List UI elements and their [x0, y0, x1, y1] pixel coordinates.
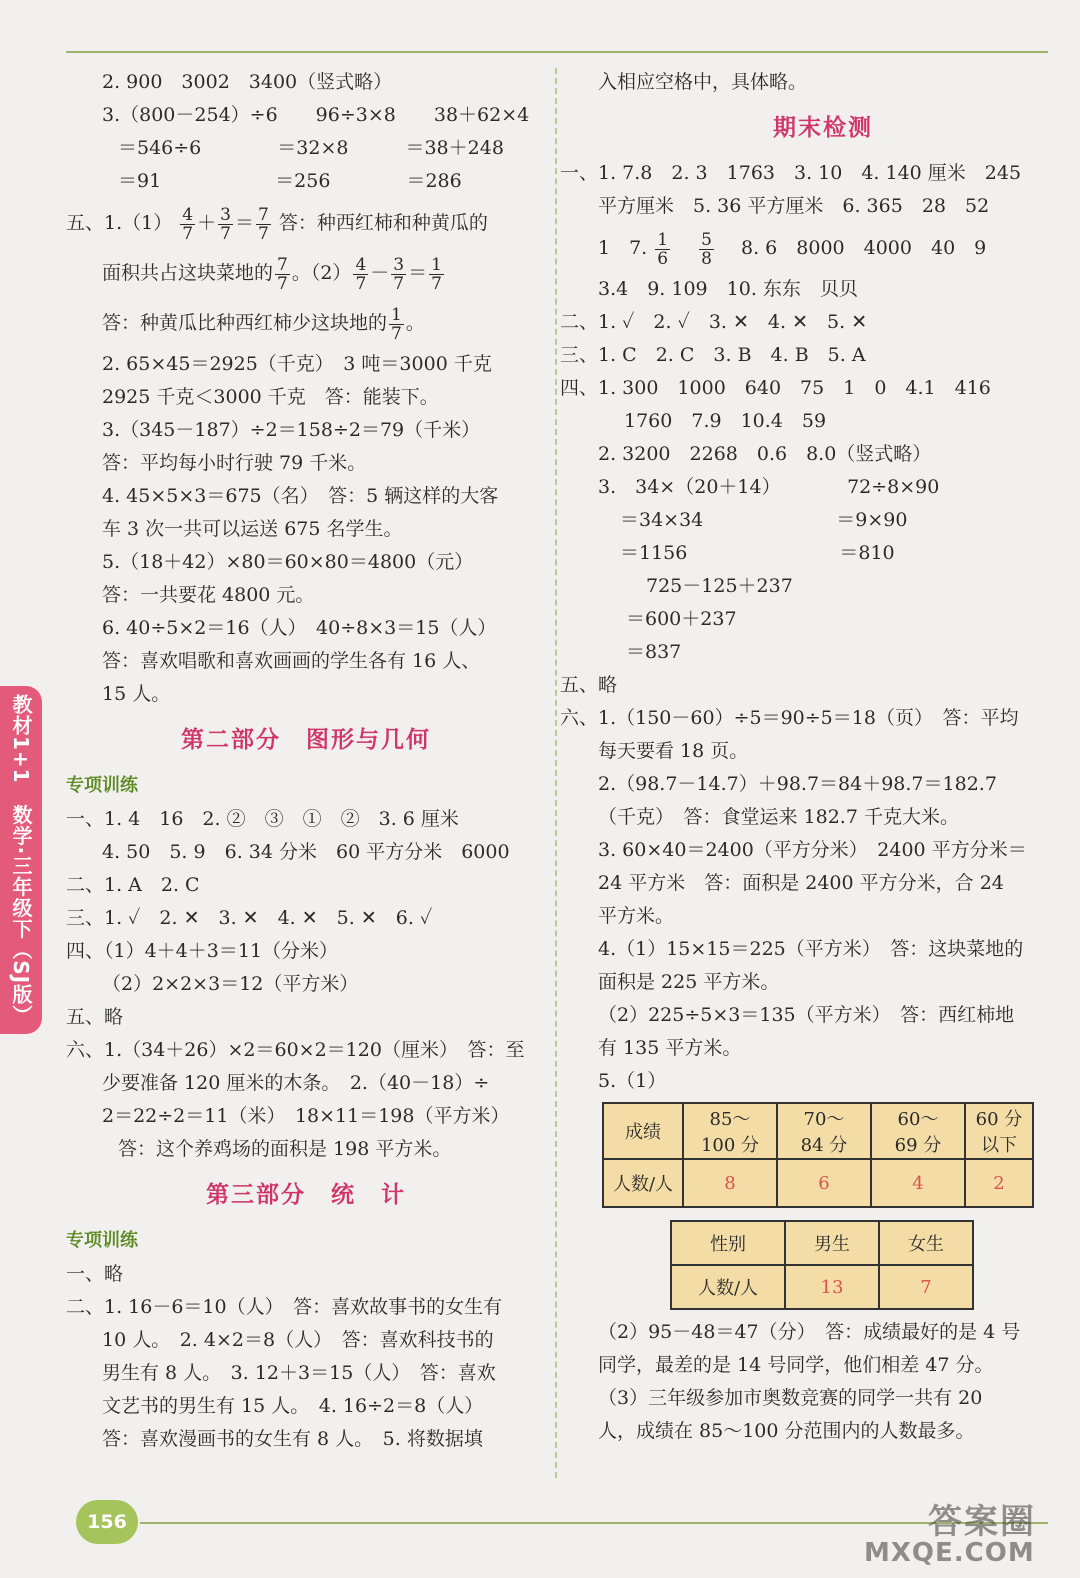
answer-line: 四、（1）4＋4＋3＝11（分米） [66, 940, 339, 962]
answer-line: ＝600＋237 [626, 608, 737, 630]
answer-line: 入相应空格中，具体略。 [598, 71, 808, 93]
table-row-label: 人数/人 [603, 1159, 683, 1207]
table-header: 男生 [785, 1221, 879, 1265]
answer-line: 一、1. 4 16 2. ② ③ ① ② 3. 6 厘米 [66, 808, 459, 830]
answer-line: ＝91 ＝256 ＝286 [118, 170, 462, 192]
answer-line: 文艺书的男生有 15 人。 4. 16÷2＝8（人） [102, 1395, 484, 1417]
answer-line: （3）三年级参加市奥数竞赛的同学一共有 20 [598, 1387, 983, 1409]
answer-line: 二、1. ✓ 2. ✓ 3. ✕ 4. ✕ 5. ✕ [560, 311, 868, 333]
fraction: $\frac{3}{7}$ [393, 254, 405, 294]
left-column [66, 66, 546, 1456]
right-column [560, 66, 1048, 1448]
answer-line: 24 平方米 答：面积是 2400 平方分米，合 24 [598, 872, 1004, 894]
answer-line: 15 人。 [102, 683, 171, 705]
answer-line: 二、1. A 2. C [66, 874, 200, 896]
answer-line: 五、略 [66, 1006, 124, 1028]
fraction: $\frac{1}{7}$ [391, 304, 402, 344]
table-header: 女生 [879, 1221, 973, 1265]
answer-line: 五、略 [560, 674, 618, 696]
fraction-line: 五、1.（1） $\frac{4}{7}$ ＋ $\frac{3}{7}$ ＝ $\frac{7}{7}$ 答：种西红柿和种黄瓜的 [66, 204, 488, 244]
answer-line: 3. 60×40＝2400（平方分米） 2400 平方分米＝ [598, 839, 1027, 861]
section-heading: 第三部分 统 计 [206, 1182, 406, 1208]
section-heading: 期末检测 [773, 115, 873, 141]
side-tab: 教材1+1 数学·三年级下（SJ版） [0, 686, 42, 1034]
answer-line: 答：喜欢唱歌和喜欢画画的学生各有 16 人、 [102, 650, 481, 672]
answer-line: 同学，最差的是 14 号同学，他们相差 47 分。 [598, 1354, 994, 1376]
answer-text: 答：种西红柿和种黄瓜的 [278, 212, 488, 234]
table-header: 85～ 100 分 [683, 1103, 777, 1159]
answer-line: 6. 40÷5×2＝16（人） 40÷8×3＝15（人） [102, 617, 497, 639]
page-number: 156 [76, 1500, 138, 1544]
answer-line: 平方米。 [598, 905, 675, 927]
table-header: 60～ 69 分 [871, 1103, 965, 1159]
answer-line: 2. 900 3002 3400（竖式略） [102, 71, 393, 93]
answer-line: 1760 7.9 10.4 59 [624, 410, 827, 432]
answer-line: ＝34×34 ＝9×90 [620, 509, 908, 531]
fraction: $\frac{3}{7}$ [220, 204, 231, 244]
answer-line: 二、1. 16－6＝10（人） 答：喜欢故事书的女生有 [66, 1296, 503, 1318]
fraction: $\frac{4}{7}$ [182, 204, 194, 244]
fraction-line [66, 298, 546, 348]
answer-line: 3. 34×（20＋14） 72÷8×90 [598, 476, 940, 498]
answer-line: 4. 45×5×3＝675（名） 答：5 辆这样的大客 [102, 485, 499, 507]
answer-line: 2. 3200 2268 0.6 8.0（竖式略） [598, 443, 932, 465]
answer-text: 面积共占这块菜地的 [102, 262, 274, 284]
answer-text: 答：种黄瓜比种西红柿少这块地的 [102, 312, 388, 334]
top-rule [66, 51, 1048, 53]
table-header: 70～ 84 分 [777, 1103, 871, 1159]
fraction-line: 面积共占这块菜地的 $\frac{7}{7}$ 。（2） $\frac{4}{7}$ － $\frac{3}{7}$ ＝ $\frac{1}{7}$ [102, 254, 442, 294]
column-divider [555, 68, 557, 1478]
answer-line: 4. 50 5. 9 6. 34 分米 60 平方分米 6000 [102, 841, 510, 863]
answer-text: 8. 6 8000 4000 40 9 [741, 237, 987, 259]
answer-line: 三、1. ✓ 2. ✕ 3. ✕ 4. ✕ 5. ✕ 6. ✓ [66, 907, 433, 929]
gender-table [670, 1220, 974, 1310]
answer-line: 3.（800－254）÷6 96÷3×8 38＋62×4 [102, 104, 530, 126]
score-table [602, 1102, 1034, 1208]
fraction: $\frac{5}{8}$ [701, 229, 712, 269]
answer-line: 面积是 225 平方米。 [598, 971, 780, 993]
answer-line: 每天要看 18 页。 [598, 740, 749, 762]
fraction: $\frac{7}{7}$ [277, 254, 288, 294]
section-heading: 第二部分 图形与几何 [181, 727, 431, 753]
table-cell: 8 [683, 1159, 777, 1207]
answer-line: 平方厘米 5. 36 平方厘米 6. 365 28 52 [598, 195, 990, 217]
answer-text: 1 7. [598, 237, 648, 259]
answer-line: ＝546÷6 ＝32×8 ＝38＋248 [118, 137, 504, 159]
table-header-label: 成绩 [603, 1103, 683, 1159]
answer-line: 六、1.（150－60）÷5＝90÷5＝18（页） 答：平均 [560, 707, 1019, 729]
table-header: 60 分 以下 [965, 1103, 1033, 1159]
answer-line: 车 3 次一共可以运送 675 名学生。 [102, 518, 403, 540]
answer-line: （2）95－48＝47（分） 答：成绩最好的是 4 号 [598, 1321, 1021, 1343]
answer-text: 五、1.（1） [66, 212, 173, 234]
watermark [858, 1492, 1068, 1574]
section-subheading: 专项训练 [66, 1230, 138, 1251]
fraction-line [598, 223, 1048, 273]
answer-line: 725－125＋237 [646, 575, 793, 597]
table-header: 性别 [671, 1221, 785, 1265]
answer-text: 。（2） [291, 262, 352, 284]
answer-line: 少要准备 120 厘米的木条。 2.（40－18）÷ [102, 1072, 490, 1094]
answer-line: 10 人。 2. 4×2＝8（人） 答：喜欢科技书的 [102, 1329, 494, 1351]
answer-line: 有 135 平方米。 [598, 1037, 742, 1059]
answer-line: 人，成绩在 85～100 分范围内的人数最多。 [598, 1420, 975, 1442]
answer-line: 四、1. 300 1000 640 75 1 0 4.1 416 [560, 377, 991, 399]
answer-line: 一、1. 7.8 2. 3 1763 3. 10 4. 140 厘米 245 [560, 162, 1022, 184]
answer-line: 3.（345－187）÷2＝158÷2＝79（千米） [102, 419, 481, 441]
fraction: $\frac{1}{7}$ [431, 254, 442, 294]
table-cell: 2 [965, 1159, 1033, 1207]
answer-line: 5.（18＋42）×80＝60×80＝4800（元） [102, 551, 474, 573]
answer-line: ＝1156 ＝810 [620, 542, 895, 564]
table-cell: 4 [871, 1159, 965, 1207]
answer-line: （2）225÷5×3＝135（平方米） 答：西红柿地 [598, 1004, 1015, 1026]
answer-line: （2）2×2×3＝12（平方米） [102, 973, 359, 995]
answer-line: 2.（98.7－14.7）＋98.7＝84＋98.7＝182.7 [598, 773, 997, 795]
watermark-url: MXQE.COM [864, 1538, 1035, 1568]
section-subheading: 专项训练 [66, 775, 138, 796]
answer-line: 3.4 9. 109 10. 东东 贝贝 [598, 278, 858, 300]
answer-line: 5.（1） [598, 1070, 667, 1092]
answer-line: 答：一共要花 4800 元。 [102, 584, 315, 606]
fraction: $\frac{1}{6}$ [657, 229, 669, 269]
answer-line: ＝837 [626, 641, 682, 663]
table-cell: 7 [879, 1265, 973, 1309]
answer-line: （千克） 答：食堂运来 182.7 千克大米。 [598, 806, 959, 828]
answer-line: 2. 65×45＝2925（千克） 3 吨＝3000 千克 [102, 353, 492, 375]
table-row-label: 人数/人 [671, 1265, 785, 1309]
answer-line: 答：喜欢漫画书的女生有 8 人。 5. 将数据填 [102, 1428, 483, 1450]
fraction: $\frac{7}{7}$ [257, 204, 269, 244]
table-cell: 6 [777, 1159, 871, 1207]
fraction: $\frac{4}{7}$ [355, 254, 367, 294]
answer-line: 答：平均每小时行驶 79 千米。 [102, 452, 367, 474]
answer-line: 2＝22÷2＝11（米） 18×11＝198（平方米） [102, 1105, 510, 1127]
answer-line: 一、略 [66, 1263, 124, 1285]
watermark-text: 答案圈 [928, 1502, 1036, 1542]
answer-line: 2925 千克＜3000 千克 答：能装下。 [102, 386, 439, 408]
answer-line: 4.（1）15×15＝225（平方米） 答：这块菜地的 [598, 938, 1024, 960]
answer-line: 男生有 8 人。 3. 12＋3＝15（人） 答：喜欢 [102, 1362, 496, 1384]
answer-line: 三、1. C 2. C 3. B 4. B 5. A [560, 344, 866, 366]
table-cell: 13 [785, 1265, 879, 1309]
answer-line: 六、1.（34＋26）×2＝60×2＝120（厘米） 答：至 [66, 1039, 525, 1061]
answer-line: 答：这个养鸡场的面积是 198 平方米。 [118, 1138, 452, 1160]
answer-text: 。 [405, 312, 425, 334]
